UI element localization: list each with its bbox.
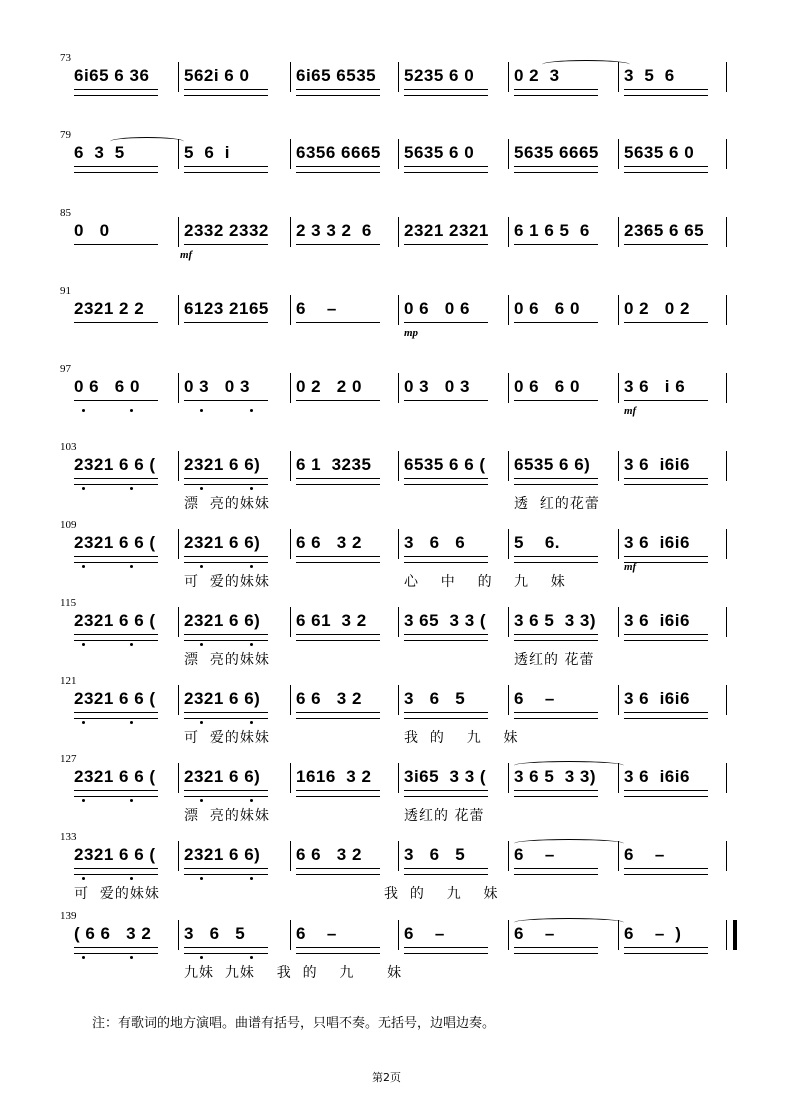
barline: [508, 529, 509, 559]
beam-line: [296, 634, 380, 641]
octave-dot: [82, 799, 85, 802]
measure-notes: 3 6 i 6: [624, 377, 686, 396]
measure-notes: 6 –: [514, 845, 555, 864]
barline: [508, 451, 509, 481]
measure-number: 115: [60, 597, 77, 609]
measure-notes: 2332 2332: [184, 221, 269, 240]
score-system: [0, 675, 790, 751]
measure-number: 109: [60, 519, 77, 531]
measure-number: 85: [60, 207, 71, 219]
measure-notes: 2321 6 6): [184, 533, 261, 552]
measure-notes: 3 6 i6i6: [624, 533, 690, 552]
beam-line: [296, 712, 380, 719]
octave-dot: [82, 487, 85, 490]
octave-dot: [130, 799, 133, 802]
measure-notes: 6 1 3235: [296, 455, 372, 474]
beam-line: [184, 478, 268, 485]
measure-number: 139: [60, 910, 77, 922]
measure-notes: 2321 6 6 (: [74, 845, 156, 864]
barline: [726, 373, 727, 403]
measure-notes: 6535 6 6): [514, 455, 591, 474]
beam-line: [74, 556, 158, 563]
slur: [514, 918, 624, 927]
barline: [726, 217, 727, 247]
beam-line: [404, 478, 488, 485]
measure-notes: 6 61 3 2: [296, 611, 367, 630]
barline: [726, 920, 727, 950]
lyric-line: 心 中 的: [404, 574, 493, 590]
score-system: [0, 441, 790, 517]
barline: [178, 763, 179, 793]
barline: [726, 841, 727, 871]
octave-dot: [82, 956, 85, 959]
beam-line: [296, 790, 380, 797]
beam-line: [404, 712, 488, 719]
barline: [290, 685, 291, 715]
octave-dot: [130, 565, 133, 568]
score-system: [0, 910, 790, 986]
beam-line: [74, 790, 158, 797]
octave-dot: [130, 721, 133, 724]
measure-notes: 3 5 6: [624, 66, 675, 85]
barline: [726, 529, 727, 559]
beam-line: [514, 947, 598, 954]
slur: [110, 137, 184, 146]
measure-notes: 5 6 i: [184, 143, 231, 162]
beam-line: [514, 478, 598, 485]
barline: [726, 295, 727, 325]
dynamic-marking: mf: [624, 561, 637, 573]
barline: [290, 841, 291, 871]
measure-notes: 3 65 3 3 (: [404, 611, 487, 630]
beam-line: [74, 322, 158, 323]
measure-notes: 2 3 3 2 6: [296, 221, 372, 240]
octave-dot: [130, 877, 133, 880]
beam-line: [184, 400, 268, 401]
barline: [508, 920, 509, 950]
beam-line: [624, 712, 708, 719]
beam-line: [184, 868, 268, 875]
barline: [618, 295, 619, 325]
barline: [290, 295, 291, 325]
measure-notes: 3i65 3 3 (: [404, 767, 487, 786]
measure-notes: 6 3 5: [74, 143, 125, 162]
final-barline: [733, 920, 737, 950]
barline: [398, 217, 399, 247]
barline: [618, 217, 619, 247]
octave-dot: [200, 643, 203, 646]
barline: [508, 607, 509, 637]
dynamic-marking: mf: [180, 249, 193, 261]
barline: [726, 607, 727, 637]
slur: [514, 839, 624, 848]
beam-line: [624, 166, 708, 173]
barline: [398, 139, 399, 169]
score-system: [0, 285, 790, 361]
dynamic-marking: mp: [404, 327, 419, 339]
barline: [508, 841, 509, 871]
beam-line: [296, 89, 380, 96]
measure-notes: 0 2 3: [514, 66, 560, 85]
barline: [178, 295, 179, 325]
measure-notes: 3 6 5: [404, 689, 466, 708]
barline: [398, 451, 399, 481]
measure-notes: 5635 6 0: [624, 143, 695, 162]
octave-dot: [200, 877, 203, 880]
measure-notes: 6 –: [296, 299, 337, 318]
measure-notes: 5 6.: [514, 533, 561, 552]
measure-notes: 3 6 i6i6: [624, 611, 690, 630]
barline: [290, 62, 291, 92]
measure-notes: 2321 2321: [404, 221, 489, 240]
beam-line: [624, 868, 708, 875]
beam-line: [514, 712, 598, 719]
octave-dot: [200, 409, 203, 412]
barline: [178, 529, 179, 559]
measure-notes: 2321 6 6): [184, 611, 261, 630]
measure-notes: 2321 2 2: [74, 299, 145, 318]
barline: [290, 217, 291, 247]
measure-number: 91: [60, 285, 71, 297]
beam-line: [514, 166, 598, 173]
lyric-line: 可 爱的妹妹: [184, 730, 270, 746]
measure-notes: 5635 6665: [514, 143, 599, 162]
measure-notes: 3 6 i6i6: [624, 689, 690, 708]
measure-notes: 0 2 0 2: [624, 299, 690, 318]
measure-notes: 3 6 i6i6: [624, 455, 690, 474]
barline: [398, 920, 399, 950]
octave-dot: [250, 799, 253, 802]
lyric-line: 透 红的花蕾: [514, 496, 600, 512]
beam-line: [404, 556, 488, 563]
barline: [508, 139, 509, 169]
beam-line: [624, 89, 708, 96]
barline: [178, 685, 179, 715]
measure-notes: 6356 6665: [296, 143, 381, 162]
barline: [290, 373, 291, 403]
score-system: [0, 597, 790, 673]
measure-notes: 2321 6 6): [184, 767, 261, 786]
measure-notes: 2321 6 6 (: [74, 689, 156, 708]
measure-notes: 3 6 5: [184, 924, 246, 943]
lyric-line: 透红的 花蕾: [404, 808, 485, 824]
octave-dot: [250, 643, 253, 646]
measure-notes: 6 1 6 5 6: [514, 221, 590, 240]
beam-line: [514, 89, 598, 96]
measure-notes: 2365 6 65: [624, 221, 705, 240]
measure-notes: 3 6 5: [404, 845, 466, 864]
beam-line: [514, 244, 598, 245]
octave-dot: [82, 721, 85, 724]
beam-line: [184, 166, 268, 173]
beam-line: [74, 89, 158, 96]
measure-number: 103: [60, 441, 77, 453]
barline: [178, 607, 179, 637]
octave-dot: [82, 877, 85, 880]
barline: [508, 763, 509, 793]
measure-notes: 6 –: [624, 845, 665, 864]
beam-line: [296, 322, 380, 323]
measure-notes: 6 –: [404, 924, 445, 943]
measure-notes: 6i65 6535: [296, 66, 377, 85]
measure-notes: 3 6 5 3 3): [514, 611, 597, 630]
measure-number: 133: [60, 831, 77, 843]
barline: [398, 607, 399, 637]
beam-line: [296, 947, 380, 954]
octave-dot: [250, 565, 253, 568]
measure-notes: 6 6 3 2: [296, 845, 362, 864]
octave-dot: [250, 956, 253, 959]
measure-number: 73: [60, 52, 71, 64]
measure-notes: 2321 6 6 (: [74, 455, 156, 474]
barline: [618, 373, 619, 403]
octave-dot: [82, 409, 85, 412]
measure-notes: 0 6 0 6: [404, 299, 470, 318]
score-system: [0, 831, 790, 907]
slur: [514, 761, 624, 770]
barline: [178, 841, 179, 871]
beam-line: [514, 634, 598, 641]
barline: [726, 451, 727, 481]
lyric-line: 我 的 九 妹: [404, 730, 519, 746]
barline: [508, 373, 509, 403]
octave-dot: [200, 565, 203, 568]
lyric-line: 我 的 九 妹: [384, 886, 499, 902]
barline: [398, 685, 399, 715]
beam-line: [74, 868, 158, 875]
beam-line: [296, 478, 380, 485]
barline: [178, 920, 179, 950]
barline: [508, 62, 509, 92]
barline: [508, 217, 509, 247]
octave-dot: [130, 643, 133, 646]
barline: [290, 139, 291, 169]
score-system: [0, 363, 790, 439]
beam-line: [296, 166, 380, 173]
octave-dot: [82, 565, 85, 568]
measure-notes: 6 –: [514, 924, 555, 943]
barline: [178, 217, 179, 247]
measure-notes: 2321 6 6 (: [74, 533, 156, 552]
score-system: [0, 129, 790, 205]
measure-notes: 2321 6 6 (: [74, 767, 156, 786]
measure-notes: ( 6 6 3 2: [74, 924, 152, 943]
measure-number: 79: [60, 129, 71, 141]
footnote: 注：有歌词的地方演唱。曲谱有括号，只唱不奏。无括号，边唱边奏。: [92, 1016, 496, 1031]
beam-line: [514, 556, 598, 563]
measure-notes: 0 6 6 0: [514, 377, 580, 396]
beam-line: [404, 790, 488, 797]
lyric-line: 漂 亮的妹妹: [184, 496, 270, 512]
beam-line: [74, 478, 158, 485]
octave-dot: [200, 487, 203, 490]
barline: [508, 295, 509, 325]
barline: [398, 841, 399, 871]
measure-number: 127: [60, 753, 77, 765]
octave-dot: [130, 956, 133, 959]
beam-line: [404, 400, 488, 401]
page-number: 第2页: [372, 1071, 401, 1084]
lyric-line: 可 爱的妹妹: [74, 886, 160, 902]
beam-line: [404, 166, 488, 173]
measure-notes: 6123 2165: [184, 299, 269, 318]
barline: [726, 62, 727, 92]
measure-notes: 3 6 i6i6: [624, 767, 690, 786]
octave-dot: [130, 487, 133, 490]
beam-line: [514, 400, 598, 401]
barline: [290, 607, 291, 637]
barline: [178, 373, 179, 403]
measure-notes: 2321 6 6): [184, 845, 261, 864]
lyric-line: 九妹 九妹 我 的 九 妹: [184, 965, 403, 981]
measure-notes: 1616 3 2: [296, 767, 372, 786]
beam-line: [624, 790, 708, 797]
measure-notes: 6 6 3 2: [296, 689, 362, 708]
measure-notes: 6i65 6 36: [74, 66, 150, 85]
beam-line: [184, 947, 268, 954]
beam-line: [74, 244, 158, 245]
lyric-line: 漂 亮的妹妹: [184, 652, 270, 668]
barline: [618, 529, 619, 559]
barline: [178, 62, 179, 92]
slur: [542, 60, 630, 69]
barline: [290, 920, 291, 950]
beam-line: [184, 556, 268, 563]
beam-line: [514, 868, 598, 875]
beam-line: [184, 790, 268, 797]
measure-notes: 0 6 6 0: [514, 299, 580, 318]
barline: [726, 139, 727, 169]
beam-line: [184, 322, 268, 323]
beam-line: [404, 89, 488, 96]
measure-number: 97: [60, 363, 71, 375]
barline: [290, 529, 291, 559]
barline: [508, 685, 509, 715]
barline: [398, 295, 399, 325]
octave-dot: [250, 409, 253, 412]
barline: [398, 62, 399, 92]
barline: [398, 763, 399, 793]
measure-notes: 5235 6 0: [404, 66, 475, 85]
measure-notes: 6 6 3 2: [296, 533, 362, 552]
lyric-line: 可 爱的妹妹: [184, 574, 270, 590]
measure-notes: 5635 6 0: [404, 143, 475, 162]
barline: [726, 685, 727, 715]
beam-line: [624, 322, 708, 323]
measure-notes: 3 6 6: [404, 533, 466, 552]
barline: [178, 451, 179, 481]
octave-dot: [250, 877, 253, 880]
barline: [618, 139, 619, 169]
beam-line: [296, 868, 380, 875]
beam-line: [624, 244, 708, 245]
beam-line: [624, 634, 708, 641]
octave-dot: [250, 487, 253, 490]
beam-line: [74, 947, 158, 954]
measure-notes: 3 6 5 3 3): [514, 767, 597, 786]
score-system: [0, 207, 790, 283]
octave-dot: [250, 721, 253, 724]
beam-line: [624, 478, 708, 485]
octave-dot: [200, 721, 203, 724]
measure-notes: 6 – ): [624, 924, 682, 943]
measure-notes: 6 –: [296, 924, 337, 943]
measure-notes: 2321 6 6): [184, 455, 261, 474]
score-system: [0, 52, 790, 128]
barline: [618, 607, 619, 637]
beam-line: [184, 634, 268, 641]
beam-line: [184, 89, 268, 96]
beam-line: [404, 947, 488, 954]
measure-notes: 0 3 0 3: [184, 377, 250, 396]
beam-line: [74, 400, 158, 401]
beam-line: [404, 868, 488, 875]
barline: [290, 451, 291, 481]
octave-dot: [82, 643, 85, 646]
octave-dot: [200, 799, 203, 802]
barline: [618, 451, 619, 481]
measure-notes: 6 –: [514, 689, 555, 708]
score-system: [0, 519, 790, 595]
beam-line: [296, 556, 380, 563]
dynamic-marking: mf: [624, 405, 637, 417]
octave-dot: [200, 956, 203, 959]
measure-notes: 6535 6 6 (: [404, 455, 486, 474]
barline: [398, 529, 399, 559]
octave-dot: [130, 409, 133, 412]
beam-line: [74, 712, 158, 719]
lyric-line: 九 妹: [514, 574, 566, 590]
lyric-line: 漂 亮的妹妹: [184, 808, 270, 824]
barline: [618, 685, 619, 715]
barline: [290, 763, 291, 793]
beam-line: [624, 400, 708, 401]
beam-line: [404, 634, 488, 641]
measure-notes: 2321 6 6): [184, 689, 261, 708]
beam-line: [74, 634, 158, 641]
beam-line: [404, 322, 488, 323]
measure-notes: 0 6 6 0: [74, 377, 140, 396]
beam-line: [404, 244, 488, 245]
barline: [398, 373, 399, 403]
measure-notes: 0 3 0 3: [404, 377, 470, 396]
beam-line: [624, 947, 708, 954]
beam-line: [296, 400, 380, 401]
beam-line: [184, 712, 268, 719]
lyric-line: 透红的 花蕾: [514, 652, 595, 668]
beam-line: [624, 556, 708, 563]
measure-notes: 562i 6 0: [184, 66, 250, 85]
beam-line: [296, 244, 380, 245]
measure-notes: 2321 6 6 (: [74, 611, 156, 630]
measure-number: 121: [60, 675, 77, 687]
beam-line: [74, 166, 158, 173]
beam-line: [514, 790, 598, 797]
beam-line: [514, 322, 598, 323]
measure-notes: 0 0: [74, 221, 110, 240]
barline: [726, 763, 727, 793]
beam-line: [184, 244, 268, 245]
measure-notes: 0 2 2 0: [296, 377, 362, 396]
score-system: [0, 753, 790, 829]
